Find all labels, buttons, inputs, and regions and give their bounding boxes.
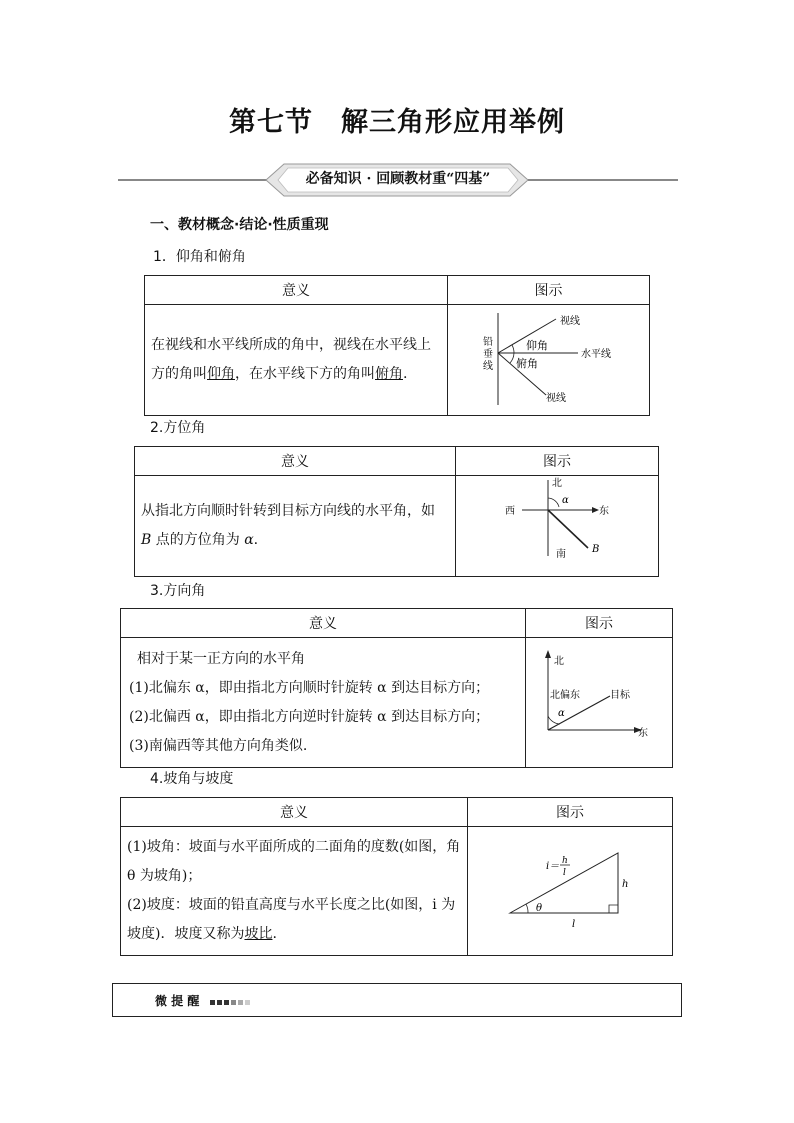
label-horizontal: 水平线 <box>581 349 611 360</box>
label-target: 目标 <box>610 690 630 701</box>
term-depression: 俯角 <box>375 366 403 382</box>
label-south: 南 <box>556 549 566 560</box>
header-meaning: 意义 <box>145 276 448 305</box>
direction-line-1: (1)北偏东 α，即由指北方向顺时针旋转 α 到达目标方向； <box>129 679 490 696</box>
label-l: l <box>572 919 576 930</box>
header-meaning: 意义 <box>121 798 468 827</box>
label-elevation: 仰角 <box>526 339 548 352</box>
label-west: 西 <box>505 506 515 517</box>
label-east: 东 <box>599 506 609 517</box>
tip-box <box>112 983 682 1017</box>
meaning-text <box>121 829 467 953</box>
item3-heading: 3.方向角 <box>150 583 206 599</box>
direction-diagram <box>526 638 672 763</box>
right-angle-mark <box>609 905 618 913</box>
label-h: h <box>622 879 629 890</box>
header-diagram: 图示 <box>526 609 673 638</box>
label-theta: θ <box>536 903 543 914</box>
label-depression: 俯角 <box>516 357 538 370</box>
table-azimuth <box>134 446 659 577</box>
label-i-eq: i＝ <box>546 861 560 872</box>
direction-line-3: (3)南偏西等其他方向角类似. <box>129 737 308 754</box>
direction-line <box>548 510 588 548</box>
diagram-cell <box>526 638 673 768</box>
label-plumb-1: 铅 <box>483 337 493 348</box>
page-title: 第七节 解三角形应用举例 <box>229 107 565 138</box>
elevation-diagram <box>448 305 648 411</box>
header-diagram: 图示 <box>468 798 673 827</box>
meaning-cell <box>121 827 468 956</box>
item1-heading: 1．仰角和俯角 <box>153 249 246 265</box>
label-frac-l: l <box>563 868 566 878</box>
item4-heading: 4.坡角与坡度 <box>150 771 234 787</box>
label-point-b: B <box>592 544 600 555</box>
section-banner <box>118 162 678 198</box>
meaning-cell <box>145 305 448 416</box>
meaning-cell <box>135 476 456 577</box>
meaning-text: 从指北方向顺时针转到目标方向线的水平角，如 B 点的方位角为 α. <box>141 503 435 548</box>
meaning-cell <box>121 638 526 768</box>
table-slope <box>120 797 673 956</box>
label-north: 北 <box>552 478 562 489</box>
header-meaning: 意义 <box>121 609 526 638</box>
slope-line-2: (2)坡度：坡面的铅直高度与水平长度之比(如图，i 为坡度)．坡度又称为坡比. <box>127 897 456 942</box>
azimuth-diagram <box>456 476 658 572</box>
direction-line-0: 相对于某一正方向的水平角 <box>137 650 305 667</box>
slope-line-1: (1)坡角：坡面与水平面所成的二面角的度数(如图，角 θ 为坡角)； <box>127 839 461 884</box>
tip-label: 微 提 醒 <box>155 992 250 1009</box>
table-elevation <box>144 275 650 416</box>
label-alpha: α <box>558 708 565 719</box>
section-heading: 一、教材概念·结论·性质重现 <box>150 217 329 233</box>
meaning-text: 在视线和水平线所成的角中，视线在水平线上方的角叫仰角，在水平线下方的角叫俯角. <box>151 337 431 382</box>
label-sightline-down: 视线 <box>546 393 566 404</box>
label-sightline-up: 视线 <box>560 316 580 327</box>
label-alpha: α <box>562 495 569 506</box>
slope-diagram <box>468 827 672 951</box>
term-elevation: 仰角 <box>207 366 235 382</box>
diagram-cell <box>448 305 650 416</box>
banner-text: 必备知识 · 回顾教材重“四基” <box>305 171 491 187</box>
banner-line-right <box>528 179 678 181</box>
header-meaning: 意义 <box>135 447 456 476</box>
term-slope-ratio: 坡比 <box>244 926 273 942</box>
table-direction <box>120 608 673 768</box>
header-diagram: 图示 <box>456 447 659 476</box>
label-plumb-3: 线 <box>483 361 493 372</box>
label-ne: 北偏东 <box>550 690 580 701</box>
item2-heading: 2.方位角 <box>150 420 206 436</box>
header-diagram: 图示 <box>448 276 650 305</box>
label-east: 东 <box>638 728 648 739</box>
label-frac-h: h <box>562 856 568 866</box>
diagram-cell <box>456 476 659 577</box>
label-north: 北 <box>554 656 564 667</box>
diagram-cell <box>468 827 673 956</box>
meaning-text <box>121 645 525 761</box>
direction-line-2: (2)北偏西 α，即由指北方向逆时针旋转 α 到达目标方向； <box>129 708 490 725</box>
label-plumb-2: 垂 <box>483 349 493 360</box>
